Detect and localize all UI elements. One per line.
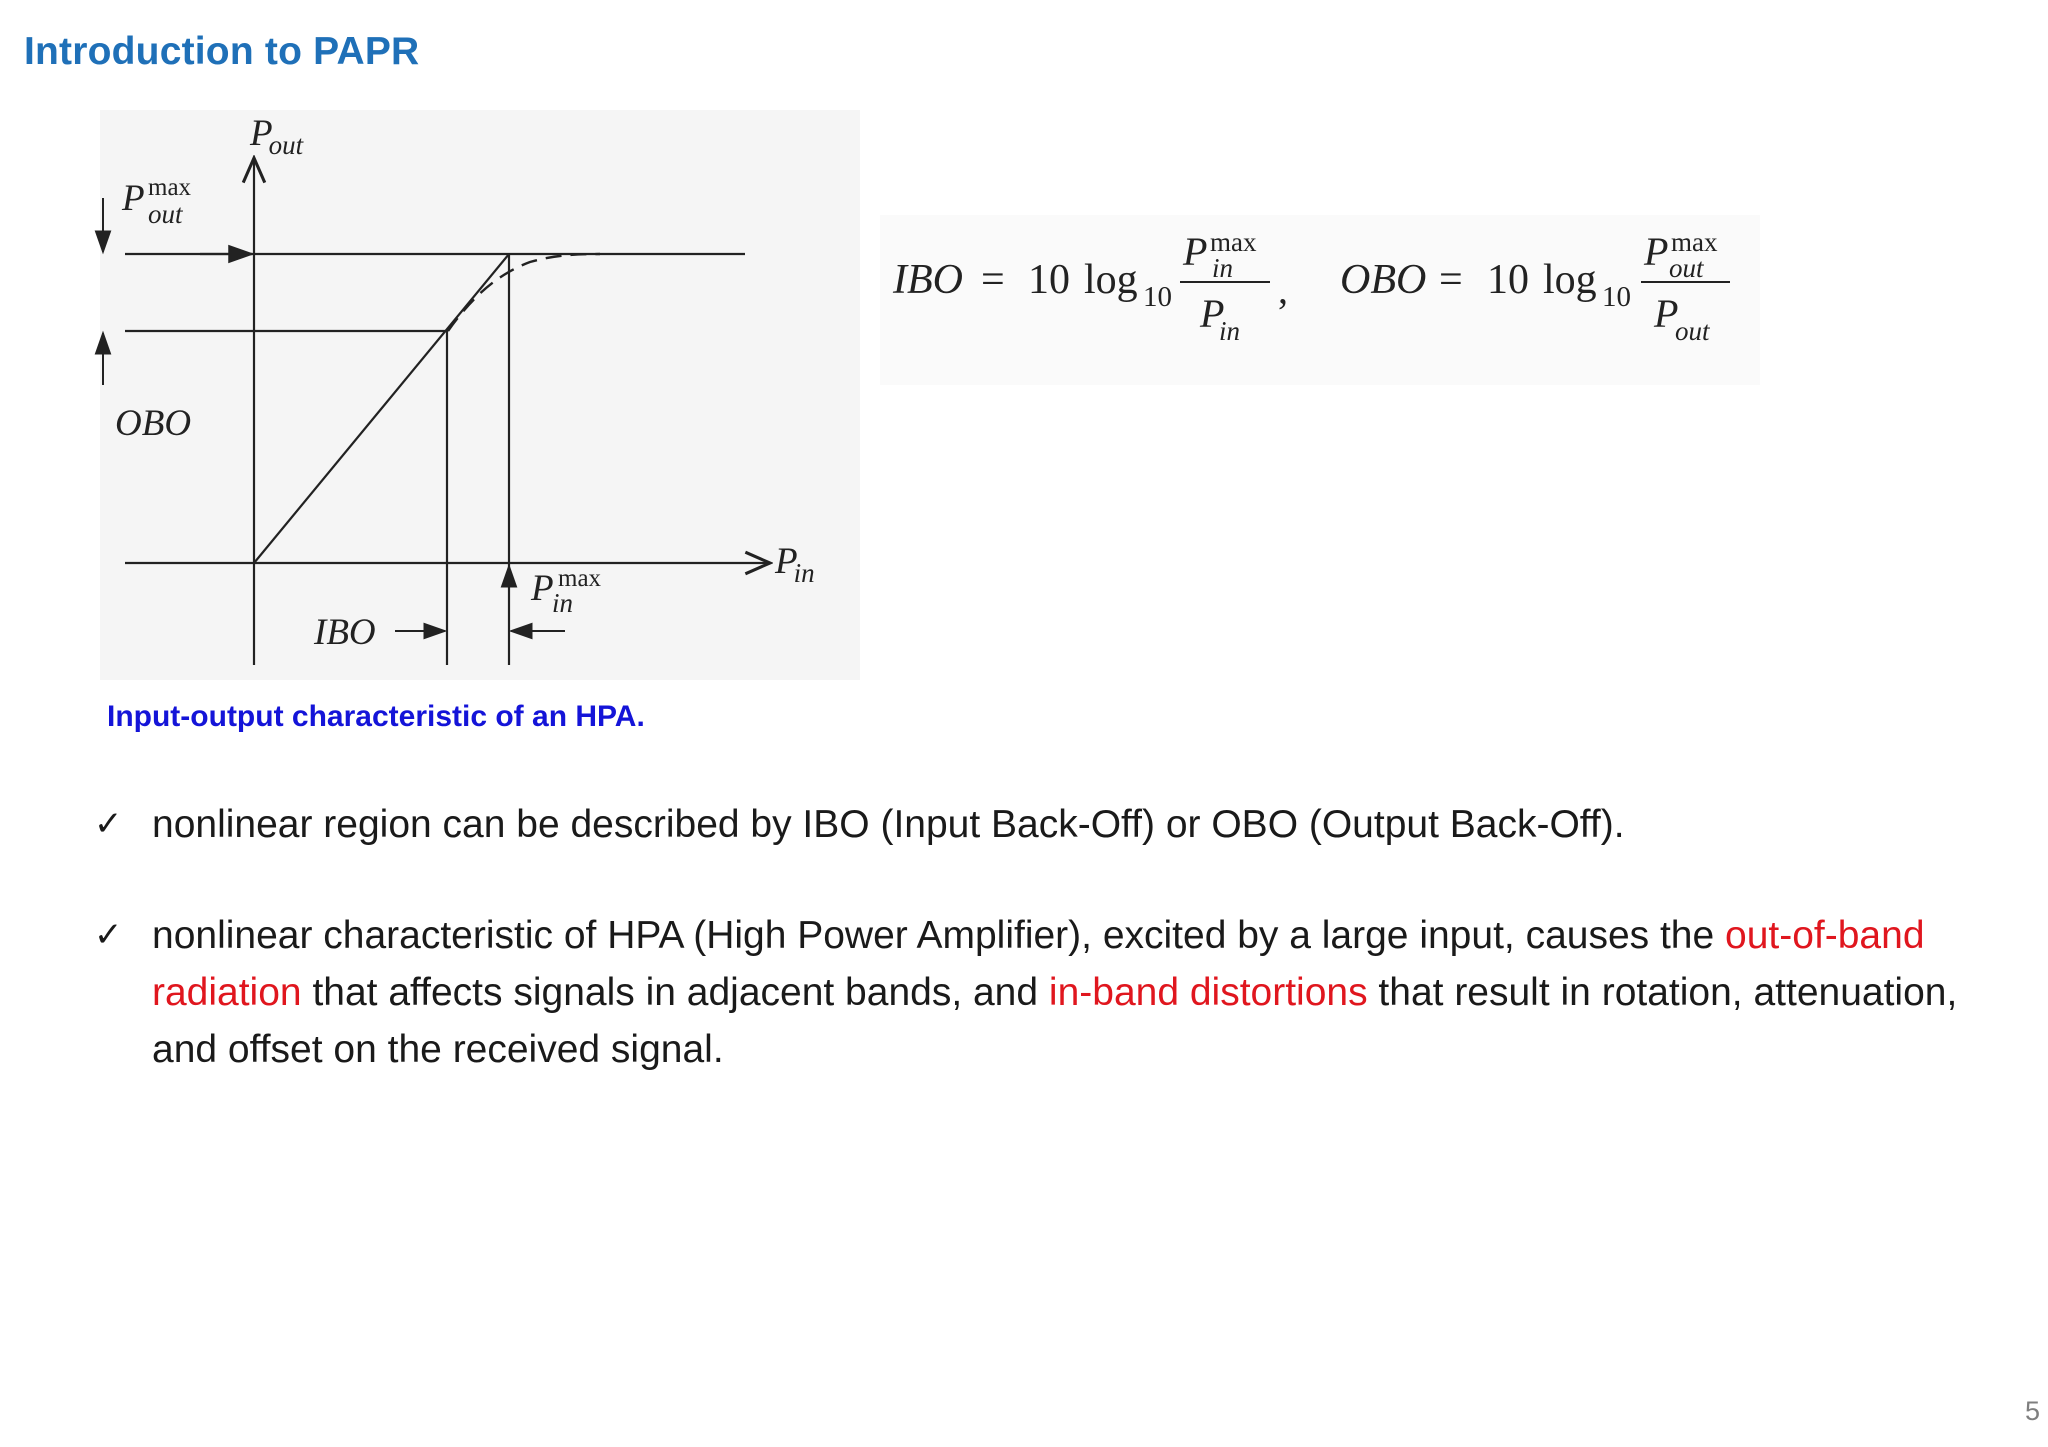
highlight-out-of-band-radiation: out-of-band radiation bbox=[152, 914, 1925, 1014]
obo-equals: = bbox=[1439, 257, 1463, 303]
checkmark-icon: ✓ bbox=[94, 804, 123, 844]
formula-svg bbox=[880, 215, 1760, 385]
ibo-equals: = bbox=[981, 257, 1005, 303]
bullet-text-part: nonlinear characteristic of HPA (High Power Amplifier), excited by a large input, causes the bbox=[152, 914, 1726, 957]
obo-label: OBO bbox=[115, 403, 192, 444]
pout-max-sub: out bbox=[148, 199, 183, 229]
hpa-diagram bbox=[100, 110, 860, 680]
bullet-text bbox=[152, 796, 1992, 853]
ibo-log: log bbox=[1084, 257, 1138, 303]
ibo-coef: 10 bbox=[1028, 257, 1070, 303]
pin-max-sup: max bbox=[558, 565, 602, 592]
ibo-denominator-sub: in bbox=[1219, 316, 1241, 346]
obo-coef: 10 bbox=[1487, 257, 1529, 303]
bullet-text-part: nonlinear region can be described by IBO (Input Back-Off) or OBO (Output Back-Off). bbox=[152, 803, 1625, 846]
ibo-lhs: IBO bbox=[893, 257, 963, 303]
formula-comma: , bbox=[1278, 267, 1288, 312]
actual-hpa-curve bbox=[448, 254, 600, 331]
pin-max-label: P bbox=[531, 568, 554, 609]
obo-log-base: 10 bbox=[1602, 281, 1631, 313]
checkmark-icon: ✓ bbox=[94, 915, 123, 955]
ibo-label: IBO bbox=[314, 612, 376, 653]
pin-axis-label: Pin bbox=[775, 541, 815, 588]
pout-axis-label: Pout bbox=[250, 113, 304, 160]
bullet-text bbox=[152, 907, 1992, 1078]
pin-max-sub: in bbox=[552, 588, 574, 618]
obo-numerator: P bbox=[1644, 229, 1669, 274]
obo-lhs: OBO bbox=[1340, 257, 1427, 303]
bullet-item bbox=[94, 796, 1994, 856]
ibo-log-base: 10 bbox=[1143, 281, 1172, 313]
ibo-denominator: P bbox=[1200, 291, 1225, 336]
obo-denominator-sub: out bbox=[1675, 316, 1710, 346]
pout-max-label: P bbox=[122, 178, 145, 219]
figure-caption: Input-output characteristic of an HPA. bbox=[107, 700, 645, 733]
ibo-numerator: P bbox=[1183, 229, 1208, 274]
ideal-linear-curve bbox=[254, 254, 509, 563]
highlight-in-band-distortions: in-band distortions bbox=[1048, 971, 1368, 1014]
bullet-item bbox=[94, 907, 1994, 1082]
slide-title: Introduction to PAPR bbox=[24, 30, 420, 73]
obo-denominator: P bbox=[1654, 291, 1679, 336]
obo-numerator-sub: out bbox=[1669, 253, 1704, 283]
ibo-obo-formula bbox=[880, 215, 1760, 385]
bullet-text-part: that result in rotation, attenuation, and offset on the received signal. bbox=[152, 971, 1958, 1071]
obo-numerator-sup: max bbox=[1671, 227, 1718, 257]
ibo-numerator-sub: in bbox=[1212, 253, 1234, 283]
hpa-characteristic-figure bbox=[100, 110, 860, 680]
page-number: 5 bbox=[2024, 1396, 2040, 1426]
bullet-text-part: that affects signals in adjacent bands, and bbox=[301, 971, 1049, 1014]
obo-log: log bbox=[1543, 257, 1597, 303]
ibo-numerator-sup: max bbox=[1210, 227, 1257, 257]
pout-max-sup: max bbox=[148, 174, 192, 201]
